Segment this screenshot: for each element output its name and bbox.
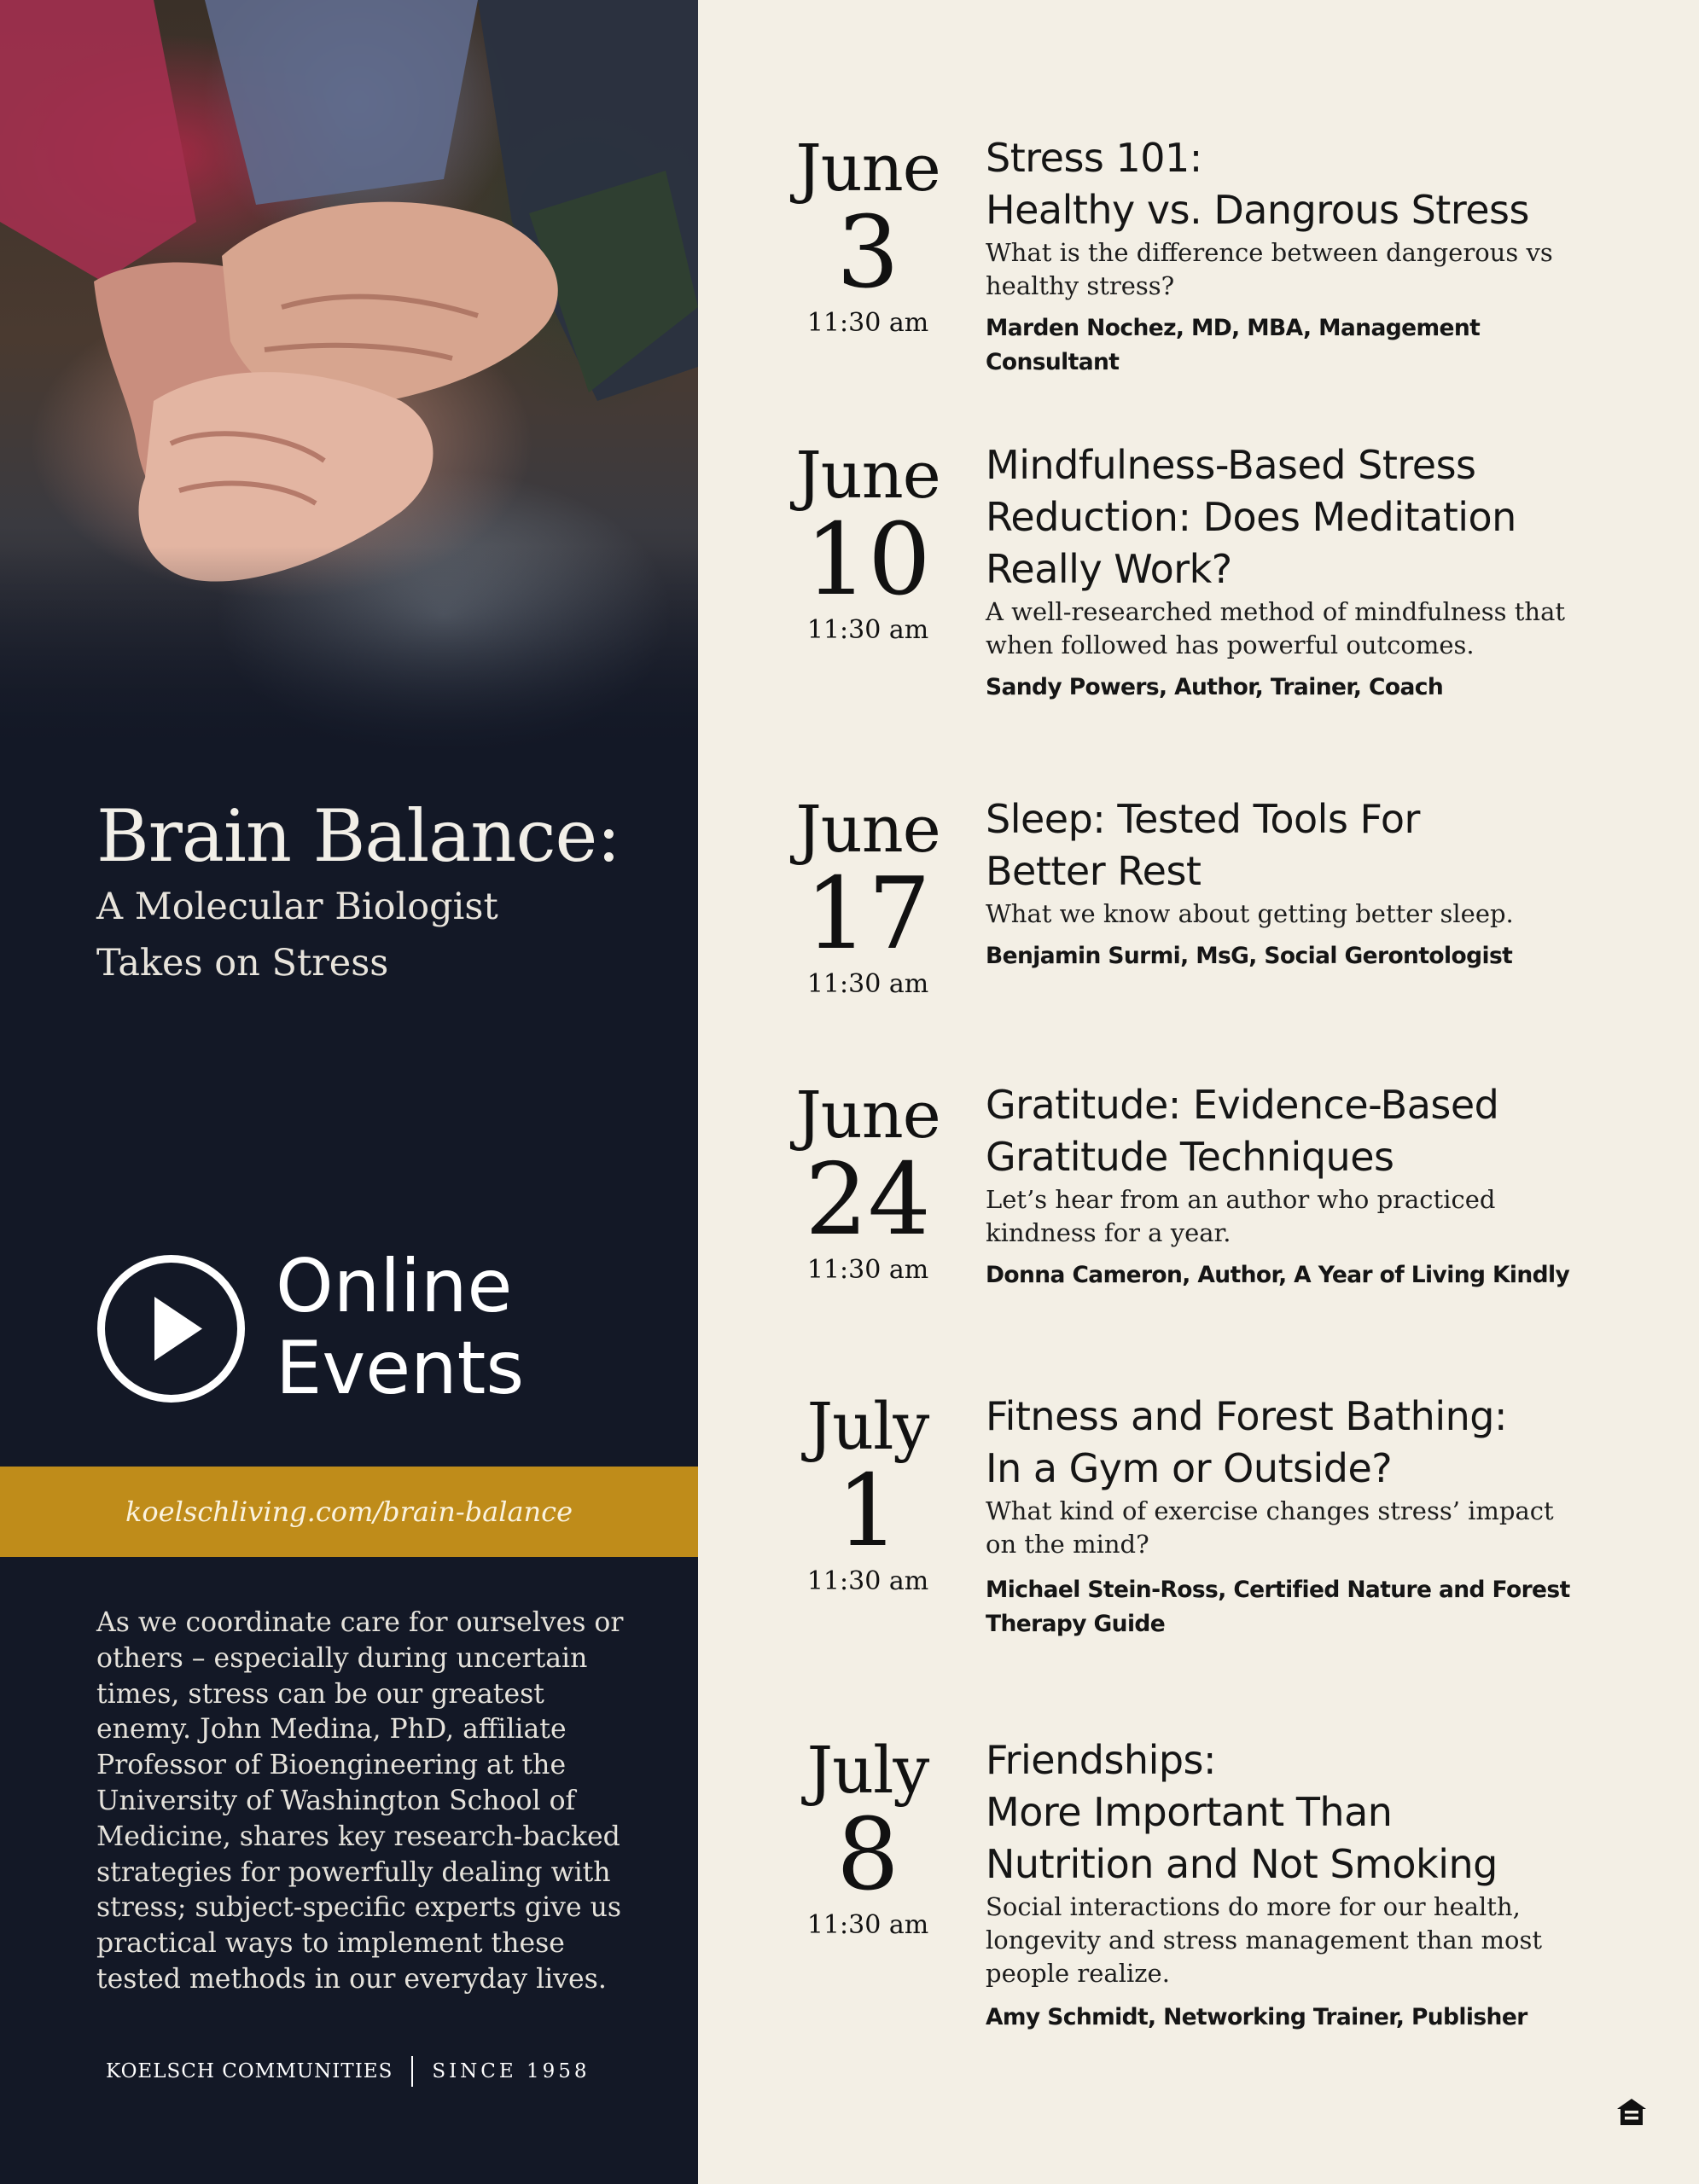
event-month: June <box>795 437 940 513</box>
online-label: Online <box>276 1244 513 1329</box>
event-description-line: A well-researched method of mindfulness that <box>986 597 1566 626</box>
event-day: 3 <box>836 195 899 311</box>
event-description-line: kindness for a year. <box>986 1218 1231 1247</box>
page-subtitle <box>96 879 643 991</box>
event-speaker-line: Michael Stein-Ross, Certified Nature and Forest <box>986 1577 1570 1603</box>
events-label: Events <box>276 1326 525 1411</box>
event-day: 10 <box>805 502 931 618</box>
event-description <box>986 1495 1600 1561</box>
event-title-line: Friendships: <box>986 1737 1217 1783</box>
event-day: 24 <box>805 1142 931 1258</box>
event-title <box>986 132 1600 236</box>
equal-housing-icon <box>1615 2097 1648 2128</box>
event-month: June <box>795 130 940 206</box>
event-speaker: Marden Nochez, MD, MBA, Management Consultant <box>986 315 1481 375</box>
event-info <box>986 1079 1600 1292</box>
event-time: 11:30 am <box>806 308 929 338</box>
event-date <box>783 1388 952 1599</box>
left-panel <box>0 0 698 2184</box>
event-title-line: Reduction: Does Meditation <box>986 494 1516 540</box>
event-description-line: healthy stress? <box>986 271 1175 300</box>
event-date <box>783 1079 952 1287</box>
event-month: July <box>806 1732 929 1808</box>
photo-fade <box>0 546 698 768</box>
event-title-line: Nutrition and Not Smoking <box>986 1841 1498 1887</box>
event-description-line: on the mind? <box>986 1530 1149 1559</box>
stacked-hands-photo <box>0 0 698 751</box>
event-title <box>986 439 1600 595</box>
event-description <box>986 236 1600 303</box>
subtitle-line-1: A Molecular Biologist <box>96 886 498 928</box>
event-title <box>986 1079 1600 1183</box>
event-title <box>986 793 1600 897</box>
event-info <box>986 1391 1600 1641</box>
event-day: 1 <box>836 1454 899 1569</box>
event-info <box>986 439 1600 705</box>
event-speaker-line: Therapy Guide <box>986 1611 1166 1637</box>
event-title-line: Stress 101: <box>986 135 1202 181</box>
event-month: July <box>806 1388 929 1464</box>
page-title: Brain Balance: <box>96 794 620 878</box>
event-description-line: Social interactions do more for our health, <box>986 1892 1521 1921</box>
event-date <box>783 793 952 1002</box>
brand-name: KOELSCH COMMUNITIES <box>106 2060 393 2082</box>
event-title-line: More Important Than <box>986 1789 1393 1835</box>
url-banner <box>0 1467 698 1557</box>
event-month: June <box>795 1077 940 1153</box>
event-date <box>783 1734 952 1943</box>
online-events-label <box>276 1246 524 1409</box>
event-description <box>986 897 1600 931</box>
event-description-line: What kind of exercise changes stress’ impact <box>986 1496 1554 1525</box>
event-speaker: Amy Schmidt, Networking Trainer, Publisher <box>986 2004 1527 2030</box>
event-date <box>783 132 952 340</box>
event-speaker: Donna Cameron, Author, A Year of Living Kindly <box>986 1262 1570 1288</box>
event-time: 11:30 am <box>806 615 929 645</box>
event-time: 11:30 am <box>806 969 929 999</box>
event-description <box>986 1183 1600 1250</box>
event-day: 17 <box>805 857 931 972</box>
online-events-badge <box>96 1246 608 1416</box>
event-description <box>986 1891 1600 1990</box>
event-description-line: What is the difference between dangerous vs <box>986 238 1553 267</box>
event-speaker <box>986 1573 1600 1641</box>
event-title-line: Gratitude: Evidence-Based <box>986 1082 1499 1128</box>
event-title-line: Sleep: Tested Tools For <box>986 796 1420 842</box>
footer-brand <box>106 2054 591 2088</box>
event-description-line: Let’s hear from an author who practiced <box>986 1185 1496 1214</box>
brand-since: SINCE 1958 <box>432 2060 591 2082</box>
event-title-line: Fitness and Forest Bathing: <box>986 1393 1507 1439</box>
event-title-line: Better Rest <box>986 848 1202 894</box>
event-title-line: Healthy vs. Dangrous Stress <box>986 187 1529 233</box>
event-description-line: What we know about getting better sleep. <box>986 899 1514 928</box>
event-title-line: In a Gym or Outside? <box>986 1445 1393 1491</box>
event-title-line: Really Work? <box>986 546 1232 592</box>
event-title <box>986 1391 1600 1495</box>
event-time: 11:30 am <box>806 1255 929 1285</box>
event-description-line: people realize. <box>986 1959 1170 1988</box>
event-description <box>986 595 1600 662</box>
event-info <box>986 793 1600 973</box>
website-link[interactable]: koelschliving.com/brain-balance <box>125 1496 573 1528</box>
event-info <box>986 1734 1600 2035</box>
event-speaker: Benjamin Surmi, MsG, Social Gerontologist <box>986 943 1513 969</box>
event-info <box>986 132 1600 380</box>
play-circle-icon <box>96 1254 246 1403</box>
program-description: As we coordinate care for ourselves or others – especially during uncertain times, stress can be our greatest enemy. John Medina, PhD, affiliate Professor of Bioengineering at the University of Washington School of Medicine, shares key research-backed strategies for powerfully dealing with stress; subject-specific experts give us practical ways to implement these tested methods in our everyday lives. <box>96 1607 624 1995</box>
event-description-line: longevity and stress management than most <box>986 1926 1543 1955</box>
event-title <box>986 1734 1600 1891</box>
event-time: 11:30 am <box>806 1910 929 1940</box>
event-title-line: Mindfulness-Based Stress <box>986 442 1476 488</box>
event-time: 11:30 am <box>806 1566 929 1596</box>
event-title-line: Gratitude Techniques <box>986 1134 1394 1180</box>
event-date <box>783 439 952 648</box>
event-month: June <box>795 791 940 867</box>
event-description-line: when followed has powerful outcomes. <box>986 630 1475 659</box>
event-speaker: Sandy Powers, Author, Trainer, Coach <box>986 674 1444 700</box>
event-day: 8 <box>836 1798 899 1913</box>
footer-divider <box>411 2056 413 2087</box>
subtitle-line-2: Takes on Stress <box>96 942 389 985</box>
